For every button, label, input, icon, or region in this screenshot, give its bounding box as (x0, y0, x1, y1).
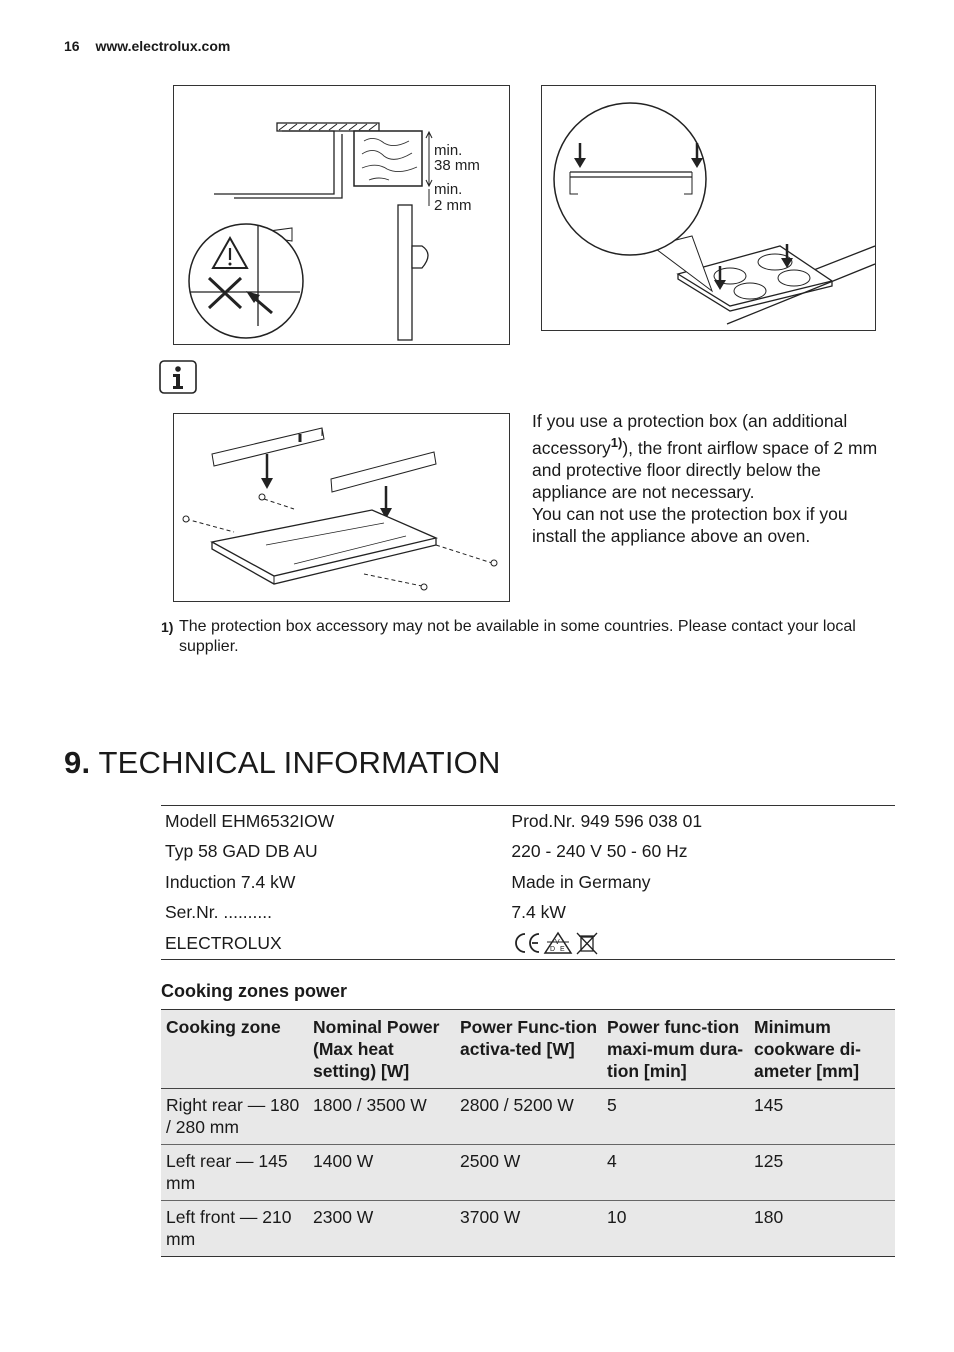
note-text-part2: ), the front airflow space of 2 mm and protective floor directly below the appliance are not necessary. (532, 437, 878, 502)
cooking-zones-heading: Cooking zones power (161, 981, 348, 1001)
rating-cell: Ser.Nr. .......... (165, 902, 272, 923)
ce-mark-icon (516, 934, 539, 952)
section-heading (64, 745, 501, 781)
column-header: Power func-tion maxi-mum dura-tion [min] (602, 1010, 749, 1089)
dim-label-bottom: min. (434, 181, 463, 198)
vde-mark-icon (545, 933, 571, 953)
page-number: 16 (64, 38, 80, 54)
footnote-text: The protection box accessory may not be available in some countries. Please contact your local supplier. (179, 618, 856, 655)
table-header-row (161, 1010, 895, 1089)
table-cell: 2500 W (455, 1145, 602, 1201)
rating-cell: ELECTROLUX (165, 932, 282, 953)
rating-cell: 220 - 240 V 50 - 60 Hz (511, 841, 688, 862)
cooking-zones-table (161, 1009, 895, 1257)
column-header: Nominal Power (Max heat setting) [W] (308, 1010, 455, 1089)
column-header: Cooking zone (161, 1010, 308, 1089)
rating-row (161, 898, 895, 929)
rating-row (161, 806, 895, 837)
protection-box-note (532, 410, 892, 547)
table-cell: 10 (602, 1201, 749, 1257)
table-cell: Right rear — 180 / 280 mm (161, 1089, 308, 1145)
column-header: Minimum cookware di-ameter [mm] (749, 1010, 895, 1089)
figure-protection-box (173, 413, 510, 602)
dim-value-bottom: 2 mm (434, 197, 472, 214)
dim-label-top: min. (434, 142, 463, 159)
svg-text:D: D (550, 946, 556, 954)
dim-value-top: 38 mm (434, 157, 480, 174)
note-footnote-ref: 1) (610, 435, 623, 450)
note-text-part1: If you use a protection box (an additional accessory (532, 411, 848, 458)
section-title: TECHNICAL INFORMATION (98, 745, 501, 780)
table-row (161, 1201, 895, 1257)
table-cell: 1400 W (308, 1145, 455, 1201)
table-cell: 2300 W (308, 1201, 455, 1257)
table-row (161, 1089, 895, 1145)
rating-row (161, 837, 895, 868)
table-cell: 125 (749, 1145, 895, 1201)
rating-cell: Made in Germany (511, 871, 651, 892)
hob-insertion-illustration (542, 86, 875, 330)
rating-cell: Prod.Nr. 949 596 038 01 (511, 810, 703, 831)
table-cell: 1800 / 3500 W (308, 1089, 455, 1145)
table-cell: 4 (602, 1145, 749, 1201)
page-header (64, 38, 230, 54)
rating-cell: Induction 7.4 kW (165, 871, 296, 892)
weee-bin-icon (577, 933, 597, 954)
table-cell: 2800 / 5200 W (455, 1089, 602, 1145)
rating-cell: Typ 58 GAD DB AU (165, 841, 318, 862)
table-row (161, 1145, 895, 1201)
rating-cell: 7.4 kW (511, 902, 566, 923)
svg-text:V: V (555, 939, 561, 947)
rating-row (161, 928, 895, 959)
figure-worktop-clearance (173, 85, 510, 345)
footnote (161, 617, 896, 657)
table-cell: 180 (749, 1201, 895, 1257)
table-cell: Left rear — 145 mm (161, 1145, 308, 1201)
svg-text:E: E (560, 946, 566, 954)
footnote-mark: 1) (161, 619, 174, 635)
column-header: Power Func-tion activa-ted [W] (455, 1010, 602, 1089)
figure-hob-insertion (541, 85, 876, 331)
table-cell: 145 (749, 1089, 895, 1145)
website-url: www.electrolux.com (95, 38, 231, 54)
section-number: 9. (64, 745, 91, 780)
table-cell: 3700 W (455, 1201, 602, 1257)
info-icon (159, 360, 197, 394)
certification-marks (503, 928, 895, 959)
worktop-clearance-illustration (174, 86, 509, 344)
table-cell: 5 (602, 1089, 749, 1145)
rating-plate-table (161, 805, 895, 960)
rating-cell: Modell EHM6532IOW (165, 810, 335, 831)
rating-row (161, 867, 895, 898)
note-text-part3: You can not use the protection box if you install the appliance above an oven. (532, 503, 848, 546)
protection-box-illustration (174, 414, 509, 601)
table-cell: Left front — 210 mm (161, 1201, 308, 1257)
